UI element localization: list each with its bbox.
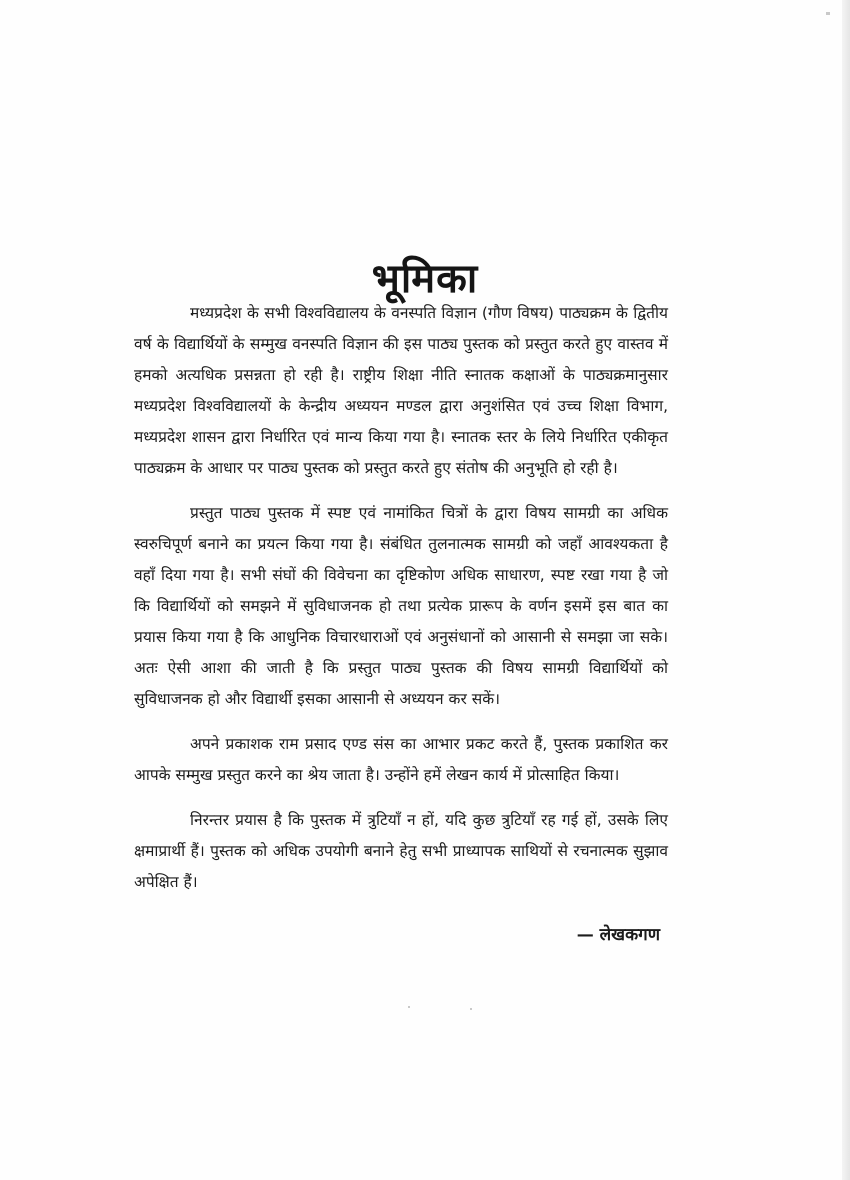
- paragraph: मध्यप्रदेश के सभी विश्वविद्यालय के वनस्पति विज्ञान (गौण विषय) पाठ्यक्रम के द्वितीय वर्ष के विद्यार्थियों के सम्मुख वनस्पति विज्ञान की इस पाठ्य पुस्तक को प्रस्तुत करते हुए वास्तव में हमको अत्यधिक प्रसन्नता हो रही है। राष्ट्रीय शिक्षा नीति स्नातक कक्षाओं के पाठ्यक्रमानुसार मध्यप्रदेश विश्वविद्यालयों के केन्द्रीय अध्ययन मण्डल द्वारा अनुशंसित एवं उच्च शिक्षा विभाग, मध्यप्रदेश शासन द्वारा निर्धारित एवं मान्य किया गया है। स्नातक स्तर के लिये निर्धारित एकीकृत पाठ्यक्रम के आधार पर पाठ्य पुस्तक को प्रस्तुत करते हुए संतोष की अनुभूति हो रही है।: [134, 304, 668, 477]
- preface-body: [134, 298, 668, 912]
- author-signature: — लेखकगण: [576, 925, 660, 945]
- page-title: भूमिका: [371, 255, 479, 302]
- scan-speck: [826, 12, 830, 15]
- paragraph: अपने प्रकाशक राम प्रसाद एण्ड संस का आभार प्रकट करते हैं, पुस्तक प्रकाशित कर आपके सम्मुख प्रस्तुत करने का श्रेय जाता है। उन्होंने हमें लेखन कार्य में प्रोत्साहित किया।: [134, 735, 668, 784]
- scan-speck: [470, 1008, 472, 1010]
- paragraph: प्रस्तुत पाठ्य पुस्तक में स्पष्ट एवं नामांकित चित्रों के द्वारा विषय सामग्री का अधिक स्वरुचिपूर्ण बनाने का प्रयत्न किया गया है। संबंधित तुलनात्मक सामग्री को जहाँ आवश्यकता है वहाँ दिया गया है। सभी संघों की विवेचना का दृष्टिकोण अधिक साधारण, स्पष्ट रखा गया है जो कि विद्यार्थियों को समझने में सुविधाजनक हो तथा प्रत्येक प्रारूप के वर्णन इसमें इस बात का प्रयास किया गया है कि आधुनिक विचारधाराओं एवं अनुसंधानों को आसानी से समझा जा सके। अतः ऐसी आशा की जाती है कि प्रस्तुत पाठ्य पुस्तक की विषय सामग्री विद्यार्थियों को सुविधाजनक हो और विद्यार्थी इसका आसानी से अध्ययन कर सकें।: [134, 504, 668, 708]
- page-edge-shadow: [842, 0, 850, 1180]
- paragraph: निरन्तर प्रयास है कि पुस्तक में त्रुटियाँ न हों, यदि कुछ त्रुटियाँ रह गई हों, उसके लिए क्षमाप्रार्थी हैं। पुस्तक को अधिक उपयोगी बनाने हेतु सभी प्राध्यापक साथियों से रचनात्मक सुझाव अपेक्षित हैं।: [134, 811, 668, 891]
- scan-speck: [408, 1006, 410, 1008]
